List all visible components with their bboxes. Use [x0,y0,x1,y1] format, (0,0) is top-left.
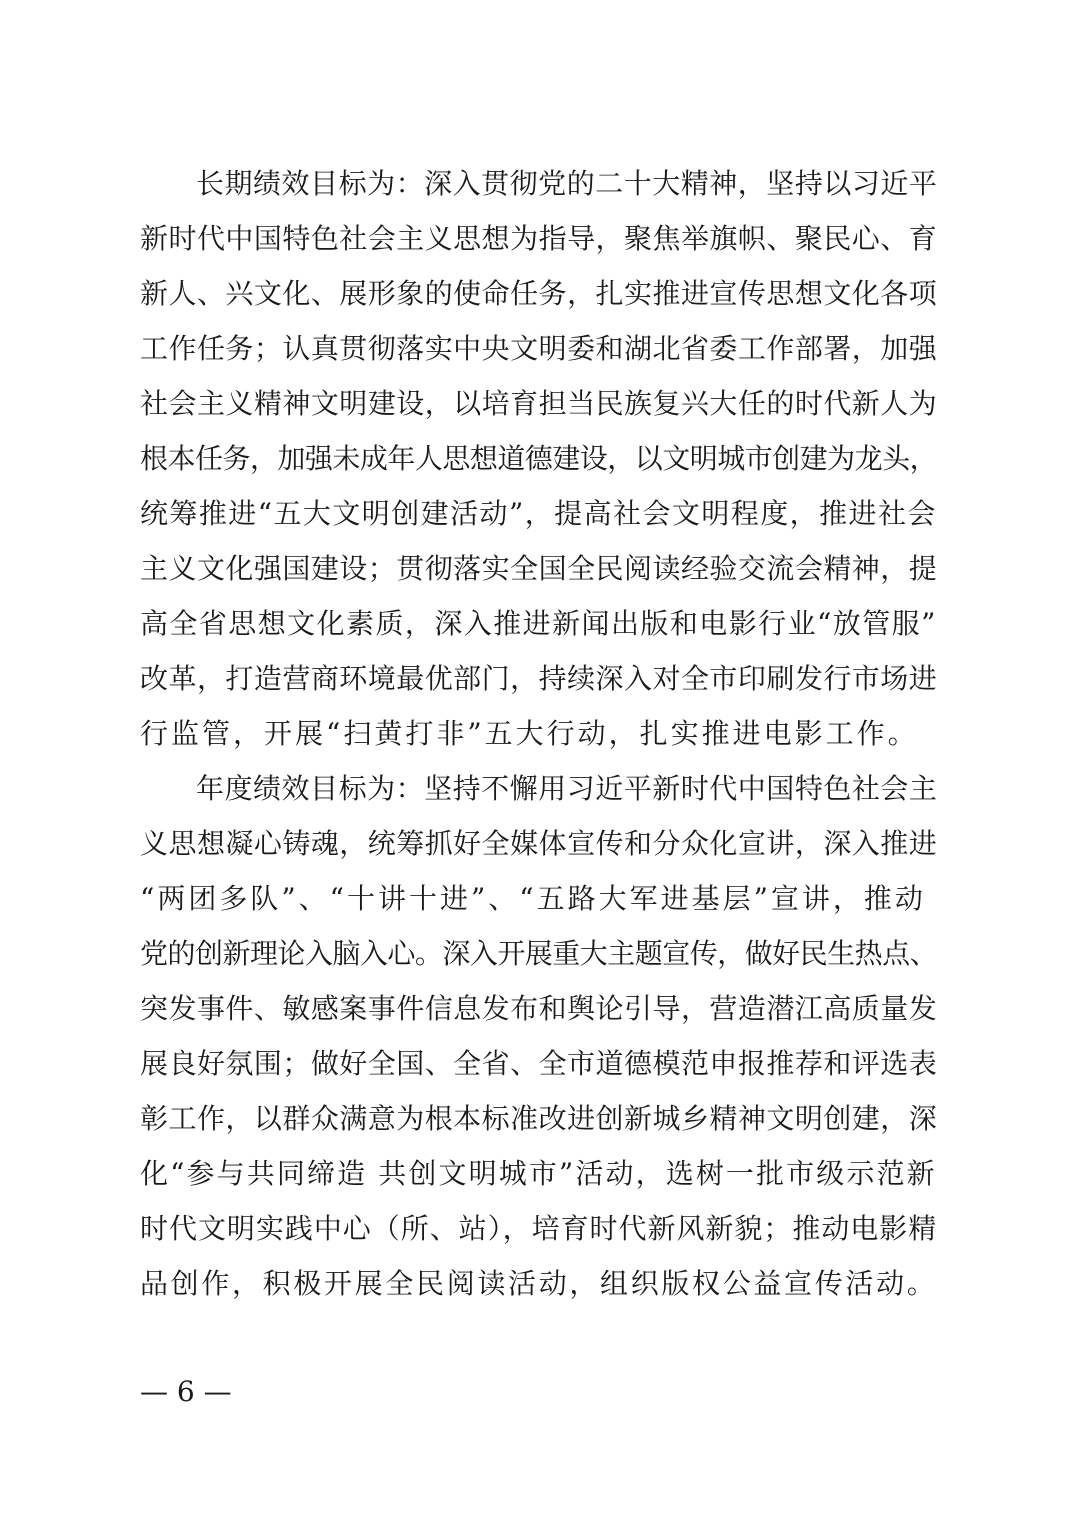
text-line: 行监管，开展“扫黄打非”五大行动，扎实推进电影工作。 [140,717,919,750]
text-line: 党的创新理论入脑入心。深入开展重大主题宣传，做好民生热点、 [140,937,938,970]
text-line: 高全省思想文化素质，深入推进新闻出版和电影行业“放管服” [140,607,937,640]
text-line: 新时代中国特色社会主义思想为指导，聚焦举旗帜、聚民心、育 [140,222,938,255]
text-line: 改革，打造营商环境最优部门，持续深入对全市印刷发行市场进 [140,662,938,695]
text-line: 化“参与共同缔造 共创文明城市”活动，选树一批市级示范新 [140,1157,937,1190]
text-line: 长期绩效目标为：深入贯彻党的二十大精神，坚持以习近平 [196,167,938,200]
text-line: 突发事件、敏感案事件信息发布和舆论引导，营造潜江高质量发 [140,992,938,1025]
text-line: 彰工作，以群众满意为根本标准改进创新城乡精神文明创建，深 [140,1102,938,1135]
text-line: 时代文明实践中心（所、站），培育时代新风新貌；推动电影精 [140,1212,938,1245]
text-line: 品创作，积极开展全民阅读活动，组织版权公益宣传活动。 [140,1267,938,1300]
text-line: “两团多队”、“十讲十进”、“五路大军进基层”宣讲，推动 [140,882,926,915]
page-number: — 6 — [140,1375,232,1408]
text-line: 工作任务；认真贯彻落实中央文明委和湖北省委工作部署，加强 [140,332,938,365]
text-line: 展良好氛围；做好全国、全省、全市道德模范申报推荐和评选表 [140,1047,938,1080]
text-line: 社会主义精神文明建设，以培育担当民族复兴大任的时代新人为 [140,387,938,420]
text-line: 根本任务，加强未成年人思想道德建设，以文明城市创建为龙头， [140,442,938,475]
text-line: 统筹推进“五大文明创建活动”，提高社会文明程度，推进社会 [140,497,937,530]
text-line: 义思想凝心铸魂，统筹抓好全媒体宣传和分众化宣讲，深入推进 [140,827,938,860]
text-line: 主义文化强国建设；贯彻落实全国全民阅读经验交流会精神，提 [140,552,938,585]
text-line: 新人、兴文化、展形象的使命任务，扎实推进宣传思想文化各项 [140,277,938,310]
text-line: 年度绩效目标为：坚持不懈用习近平新时代中国特色社会主 [196,772,938,805]
